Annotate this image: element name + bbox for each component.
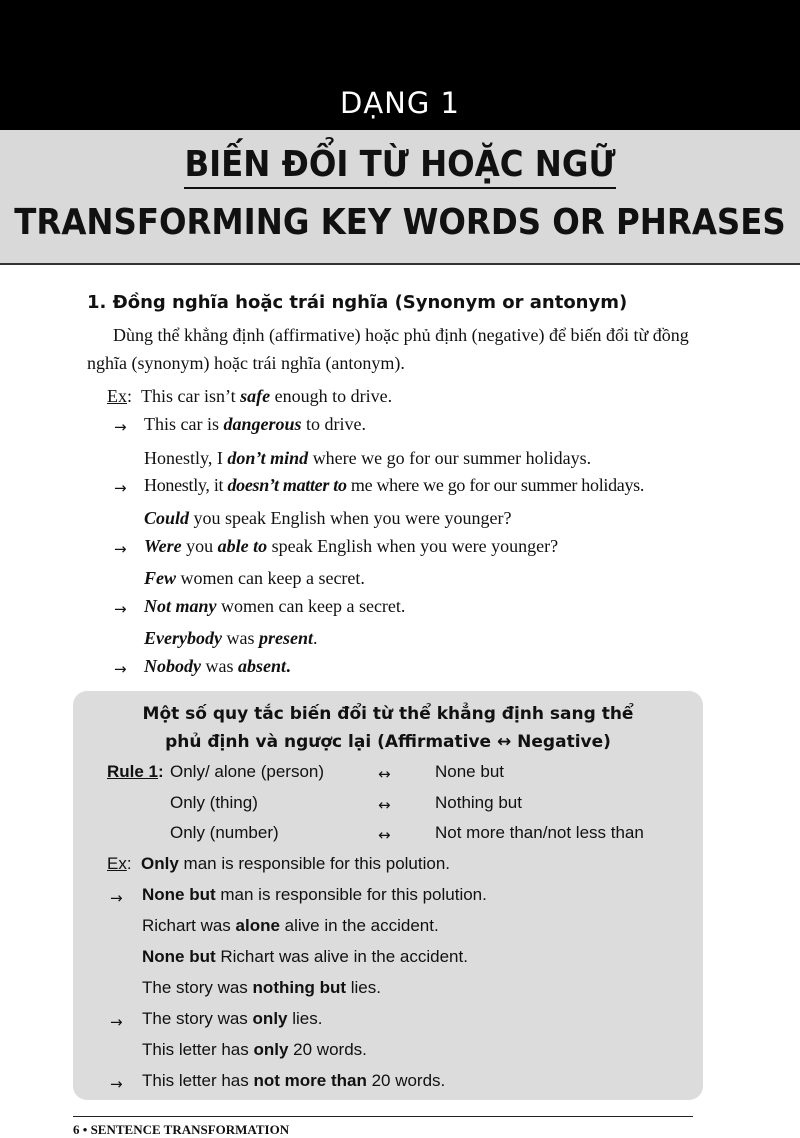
box-example-line	[142, 1071, 445, 1091]
emphasis: only	[252, 1009, 288, 1028]
emphasis: None but	[142, 947, 216, 966]
arrow-icon: →	[114, 418, 127, 436]
footer-separator: •	[79, 1122, 91, 1137]
text-part: .	[312, 628, 318, 648]
text-part: women can keep a secret.	[216, 596, 406, 616]
title-english: TRANSFORMING KEY WORDS OR PHRASES	[14, 202, 786, 243]
text-part: This letter has	[142, 1071, 254, 1090]
emphasis: doesn’t matter to	[227, 475, 347, 495]
footer-title: SENTENCE TRANSFORMATION	[90, 1122, 290, 1137]
text-part: was	[221, 628, 259, 648]
text-part: women can keep a secret.	[176, 568, 365, 588]
rule-left: Only (number)	[170, 823, 279, 842]
emphasis: Few	[144, 568, 177, 588]
example-line	[144, 414, 366, 435]
arrow-icon: →	[114, 540, 127, 558]
text-part: Honestly, it	[144, 475, 228, 495]
footer-rule	[73, 1116, 693, 1117]
double-arrow-icon: ↔	[378, 796, 391, 814]
emphasis: Not many	[144, 596, 217, 616]
box-example-line	[142, 916, 439, 936]
emphasis: dangerous	[223, 414, 302, 434]
emphasis: only	[253, 1040, 289, 1059]
example-line	[144, 448, 591, 469]
box-example-line: Ex: Only man is responsible for this polution.	[107, 854, 451, 873]
rules-box-title-line2: phủ định và ngược lại (Affirmative ↔ Negative)	[165, 732, 611, 752]
emphasis: able to	[217, 536, 268, 556]
example-line	[144, 536, 558, 557]
box-example-line	[142, 1009, 322, 1029]
box-example-line	[142, 947, 468, 967]
emphasis: Nobody	[144, 656, 201, 676]
emphasis: not more than	[253, 1071, 367, 1090]
arrow-icon: →	[110, 889, 123, 907]
rule-left: Only (thing)	[170, 793, 258, 812]
example-line	[144, 628, 317, 649]
arrow-icon: →	[110, 1013, 123, 1031]
text-part: Richart was alive in the accident.	[215, 947, 468, 966]
emphasis: Only	[141, 854, 179, 873]
emphasis: Everybody	[144, 628, 222, 648]
arrow-icon: →	[110, 1075, 123, 1093]
rule-right: None but	[435, 762, 504, 781]
text-part: enough to drive.	[270, 386, 393, 406]
arrow-icon: →	[114, 479, 127, 497]
arrow-icon: →	[114, 600, 127, 618]
text-part: was	[201, 656, 238, 676]
emphasis: alone	[235, 916, 280, 935]
emphasis: safe	[240, 386, 271, 406]
rules-box-title-line1: Một số quy tắc biến đổi từ thể khẳng định sang thể	[142, 704, 634, 724]
title-vietnamese-text: BIẾN ĐỔI TỪ HOẶC NGỮ	[184, 144, 615, 189]
text-part: Honestly, I	[144, 448, 228, 468]
double-arrow-icon: ↔	[378, 826, 391, 844]
rule-right: Nothing but	[435, 793, 522, 812]
emphasis: absent	[238, 656, 287, 676]
page-number: 6	[73, 1122, 80, 1137]
emphasis: present	[258, 628, 313, 648]
emphasis: nothing but	[252, 978, 347, 997]
double-arrow-icon: ↔	[378, 765, 391, 783]
example-line	[144, 475, 644, 496]
ex-label: Ex	[107, 854, 127, 873]
emphasis: Could	[144, 508, 190, 528]
text-part: The story was	[142, 978, 253, 997]
text-part: .	[286, 656, 291, 676]
text-part: you speak English when you were younger?	[189, 508, 512, 528]
text-part: where we go for our summer holidays.	[308, 448, 592, 468]
text-part: me where we go for our summer holidays.	[346, 475, 645, 495]
section-heading: 1. Đồng nghĩa hoặc trái nghĩa (Synonym or antonym)	[87, 292, 628, 313]
text-part: 20 words.	[366, 1071, 446, 1090]
text-part: 20 words.	[288, 1040, 367, 1059]
box-example-line	[142, 1040, 367, 1060]
example-line	[144, 656, 291, 677]
emphasis: Were	[144, 536, 182, 556]
box-example-line	[142, 978, 381, 998]
rule-label-text: Rule 1	[107, 762, 159, 781]
chapter-label: DẠNG 1	[339, 86, 460, 120]
box-example-line	[142, 885, 487, 905]
text-part: speak English when you were younger?	[267, 536, 559, 556]
example-line	[144, 568, 365, 589]
emphasis: don’t mind	[227, 448, 309, 468]
text-part: you	[181, 536, 218, 556]
text-part: Richart was	[142, 916, 236, 935]
text-part: alive in the accident.	[279, 916, 439, 935]
arrow-icon: →	[114, 660, 127, 678]
text-part: lies.	[287, 1009, 323, 1028]
text-part: This car is	[144, 414, 224, 434]
ex-label: Ex	[107, 386, 127, 406]
text-part: to drive.	[301, 414, 367, 434]
text-part: man is responsible for this polution.	[215, 885, 487, 904]
text-part: This letter has	[142, 1040, 254, 1059]
rule-left: Only/ alone (person)	[170, 762, 325, 781]
example-line	[144, 596, 405, 617]
text-part: lies.	[346, 978, 381, 997]
text-part: The story was	[142, 1009, 253, 1028]
text-part: This car isn’t	[141, 386, 241, 406]
section-intro: Dùng thể khẳng định (affirmative) hoặc phủ định (negative) để biến đổi từ đồng nghĩa (synonym) hoặc trái nghĩa (antonym).	[87, 325, 689, 373]
text-part: man is responsible for this polution.	[178, 854, 451, 873]
footer	[73, 1122, 289, 1138]
title-vietnamese	[0, 144, 800, 185]
rule-right: Not more than/not less than	[435, 823, 644, 842]
example-line: Ex: This car isn’t safe enough to drive.	[107, 386, 393, 406]
emphasis: None but	[142, 885, 216, 904]
rule-label: Rule 1:	[107, 762, 164, 781]
example-line	[144, 508, 511, 529]
